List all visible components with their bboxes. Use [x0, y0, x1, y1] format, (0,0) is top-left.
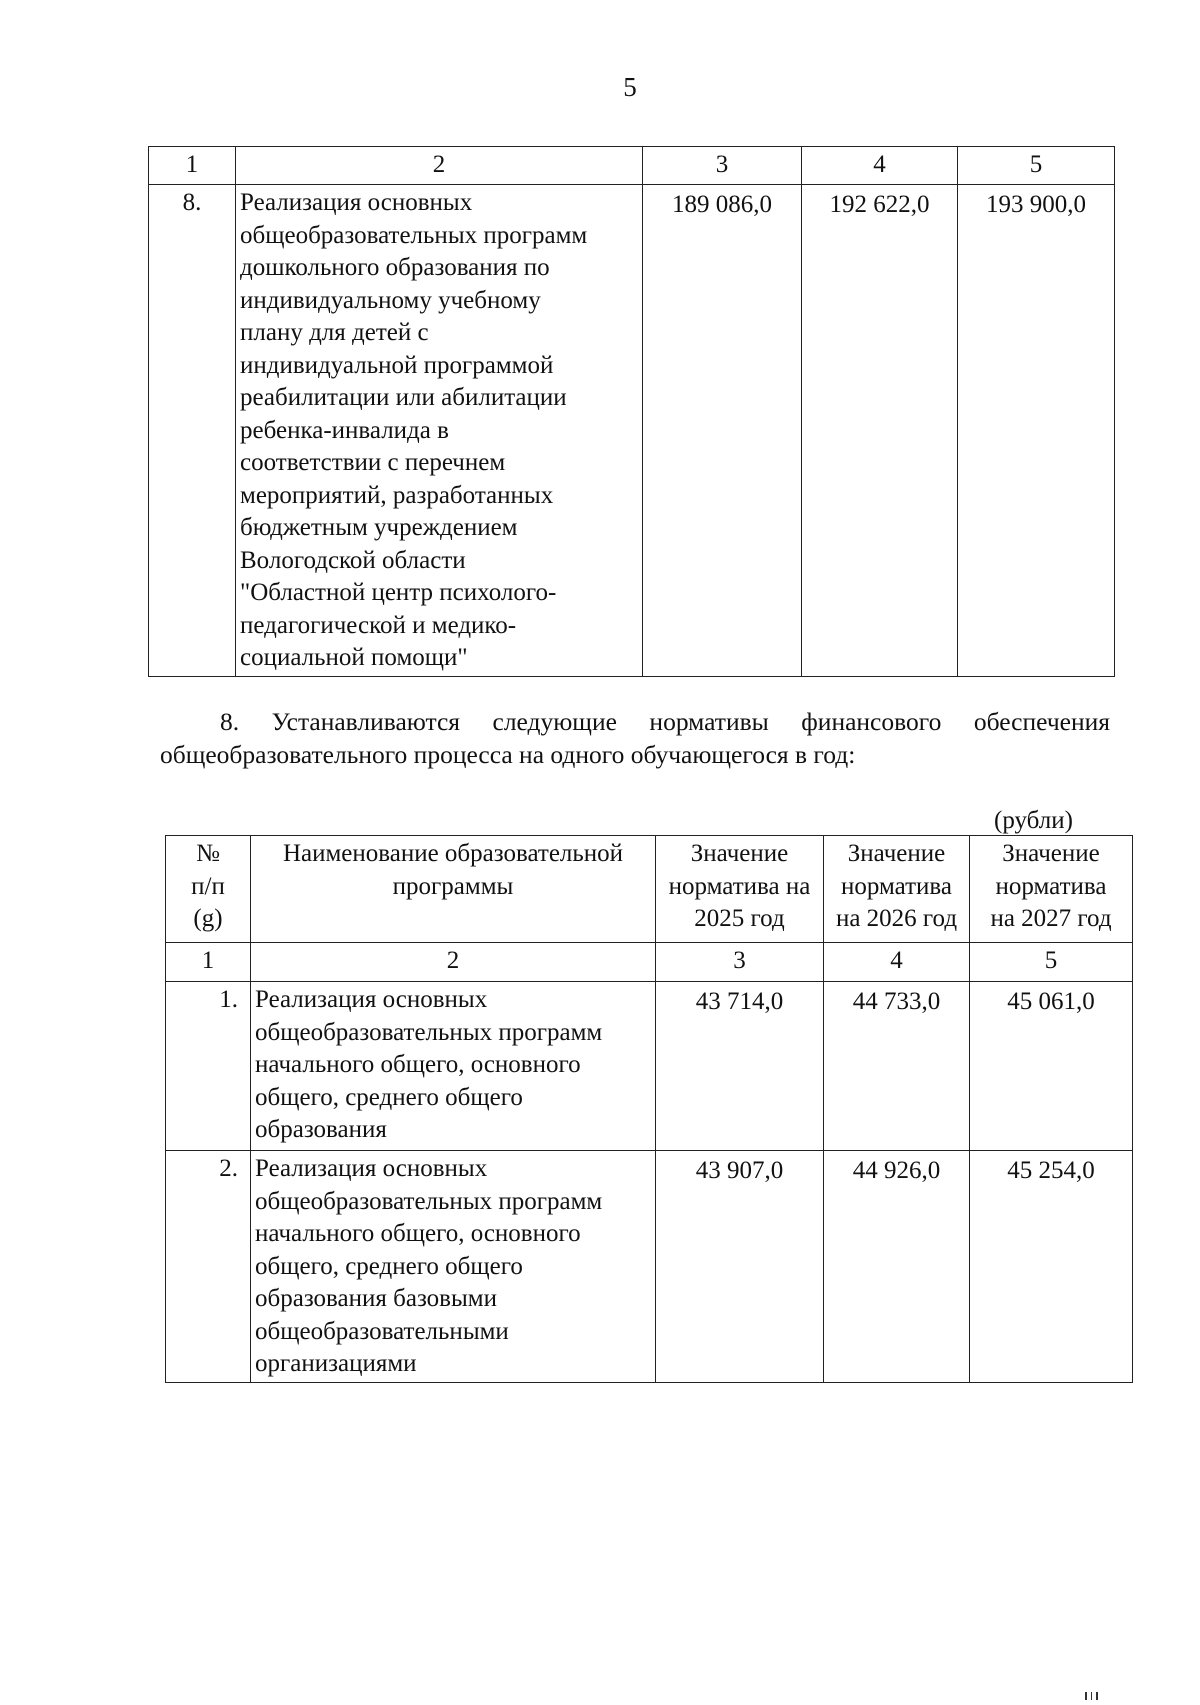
header-2025-text: Значение норматива на 2025 год [668, 840, 811, 932]
header-name-text: Наименование образовательной программы [282, 840, 624, 900]
row-number: 2. [166, 1151, 251, 1383]
header-number-text: № п/п (g) [191, 840, 225, 932]
table-header-row [149, 147, 1115, 185]
col-number-1: 1 [149, 147, 236, 185]
col-number-1: 1 [166, 943, 251, 982]
col-number-5: 5 [958, 147, 1115, 185]
program-name [236, 185, 643, 677]
table-row [166, 1151, 1133, 1383]
value-2027: 193 900,0 [958, 185, 1115, 677]
norms-table [165, 835, 1133, 1383]
paragraph-line-1: 8. Устанавливаются следующие нормативы финансового обеспечения [220, 707, 1110, 736]
header-number [166, 836, 251, 943]
units-label: (рубли) [994, 807, 1073, 834]
col-number-3: 3 [643, 147, 802, 185]
header-2027-text: Значение норматива на 2027 год [990, 840, 1112, 932]
header-2026-text: Значение норматива на 2026 год [835, 840, 958, 932]
value-2025: 189 086,0 [643, 185, 802, 677]
program-name-text: Реализация основных общеобразовательных программ дошкольного образования по индивидуальному учебному плану для детей с индивидуальной программой реабилитации или абилитации ребенка-инвалида в соответствии с перечнем мероприятий, разработанных бюджетным учреждением Вологодской области "Областной центр психолого- педагогической и медико- социальной помощи" [240, 189, 588, 671]
continued-table [148, 146, 1115, 677]
header-name [251, 836, 656, 943]
value-2026: 44 926,0 [824, 1151, 970, 1383]
value-2025: 43 714,0 [656, 982, 824, 1151]
col-number-4: 4 [824, 943, 970, 982]
value-2026: 192 622,0 [802, 185, 958, 677]
col-number-2: 2 [251, 943, 656, 982]
table-header-row [166, 836, 1133, 943]
program-name-text: Реализация основных общеобразовательных программ начального общего, основного общего, среднего общего образования базовыми общеобразовательными организациями [255, 1155, 603, 1377]
col-number-5: 5 [970, 943, 1133, 982]
program-name [251, 982, 656, 1151]
table-row [149, 185, 1115, 677]
value-2026: 44 733,0 [824, 982, 970, 1151]
value-2025: 43 907,0 [656, 1151, 824, 1383]
header-2027 [970, 836, 1133, 943]
program-name-text: Реализация основных общеобразовательных программ начального общего, основного общего, среднего общего образования [255, 986, 603, 1143]
page-number: 5 [623, 72, 637, 102]
col-number-3: 3 [656, 943, 824, 982]
program-name [251, 1151, 656, 1383]
value-2027: 45 061,0 [970, 982, 1133, 1151]
header-2026 [824, 836, 970, 943]
col-number-4: 4 [802, 147, 958, 185]
column-numbers-row [166, 943, 1133, 982]
row-number: 8. [149, 185, 236, 677]
header-2025 [656, 836, 824, 943]
scan-marks [1085, 1687, 1103, 1695]
value-2027: 45 254,0 [970, 1151, 1133, 1383]
row-number: 1. [166, 982, 251, 1151]
paragraph-8 [160, 705, 1110, 771]
col-number-2: 2 [236, 147, 643, 185]
paragraph-line-2: общеобразовательного процесса на одного обучающегося в год: [160, 740, 856, 769]
table-row [166, 982, 1133, 1151]
